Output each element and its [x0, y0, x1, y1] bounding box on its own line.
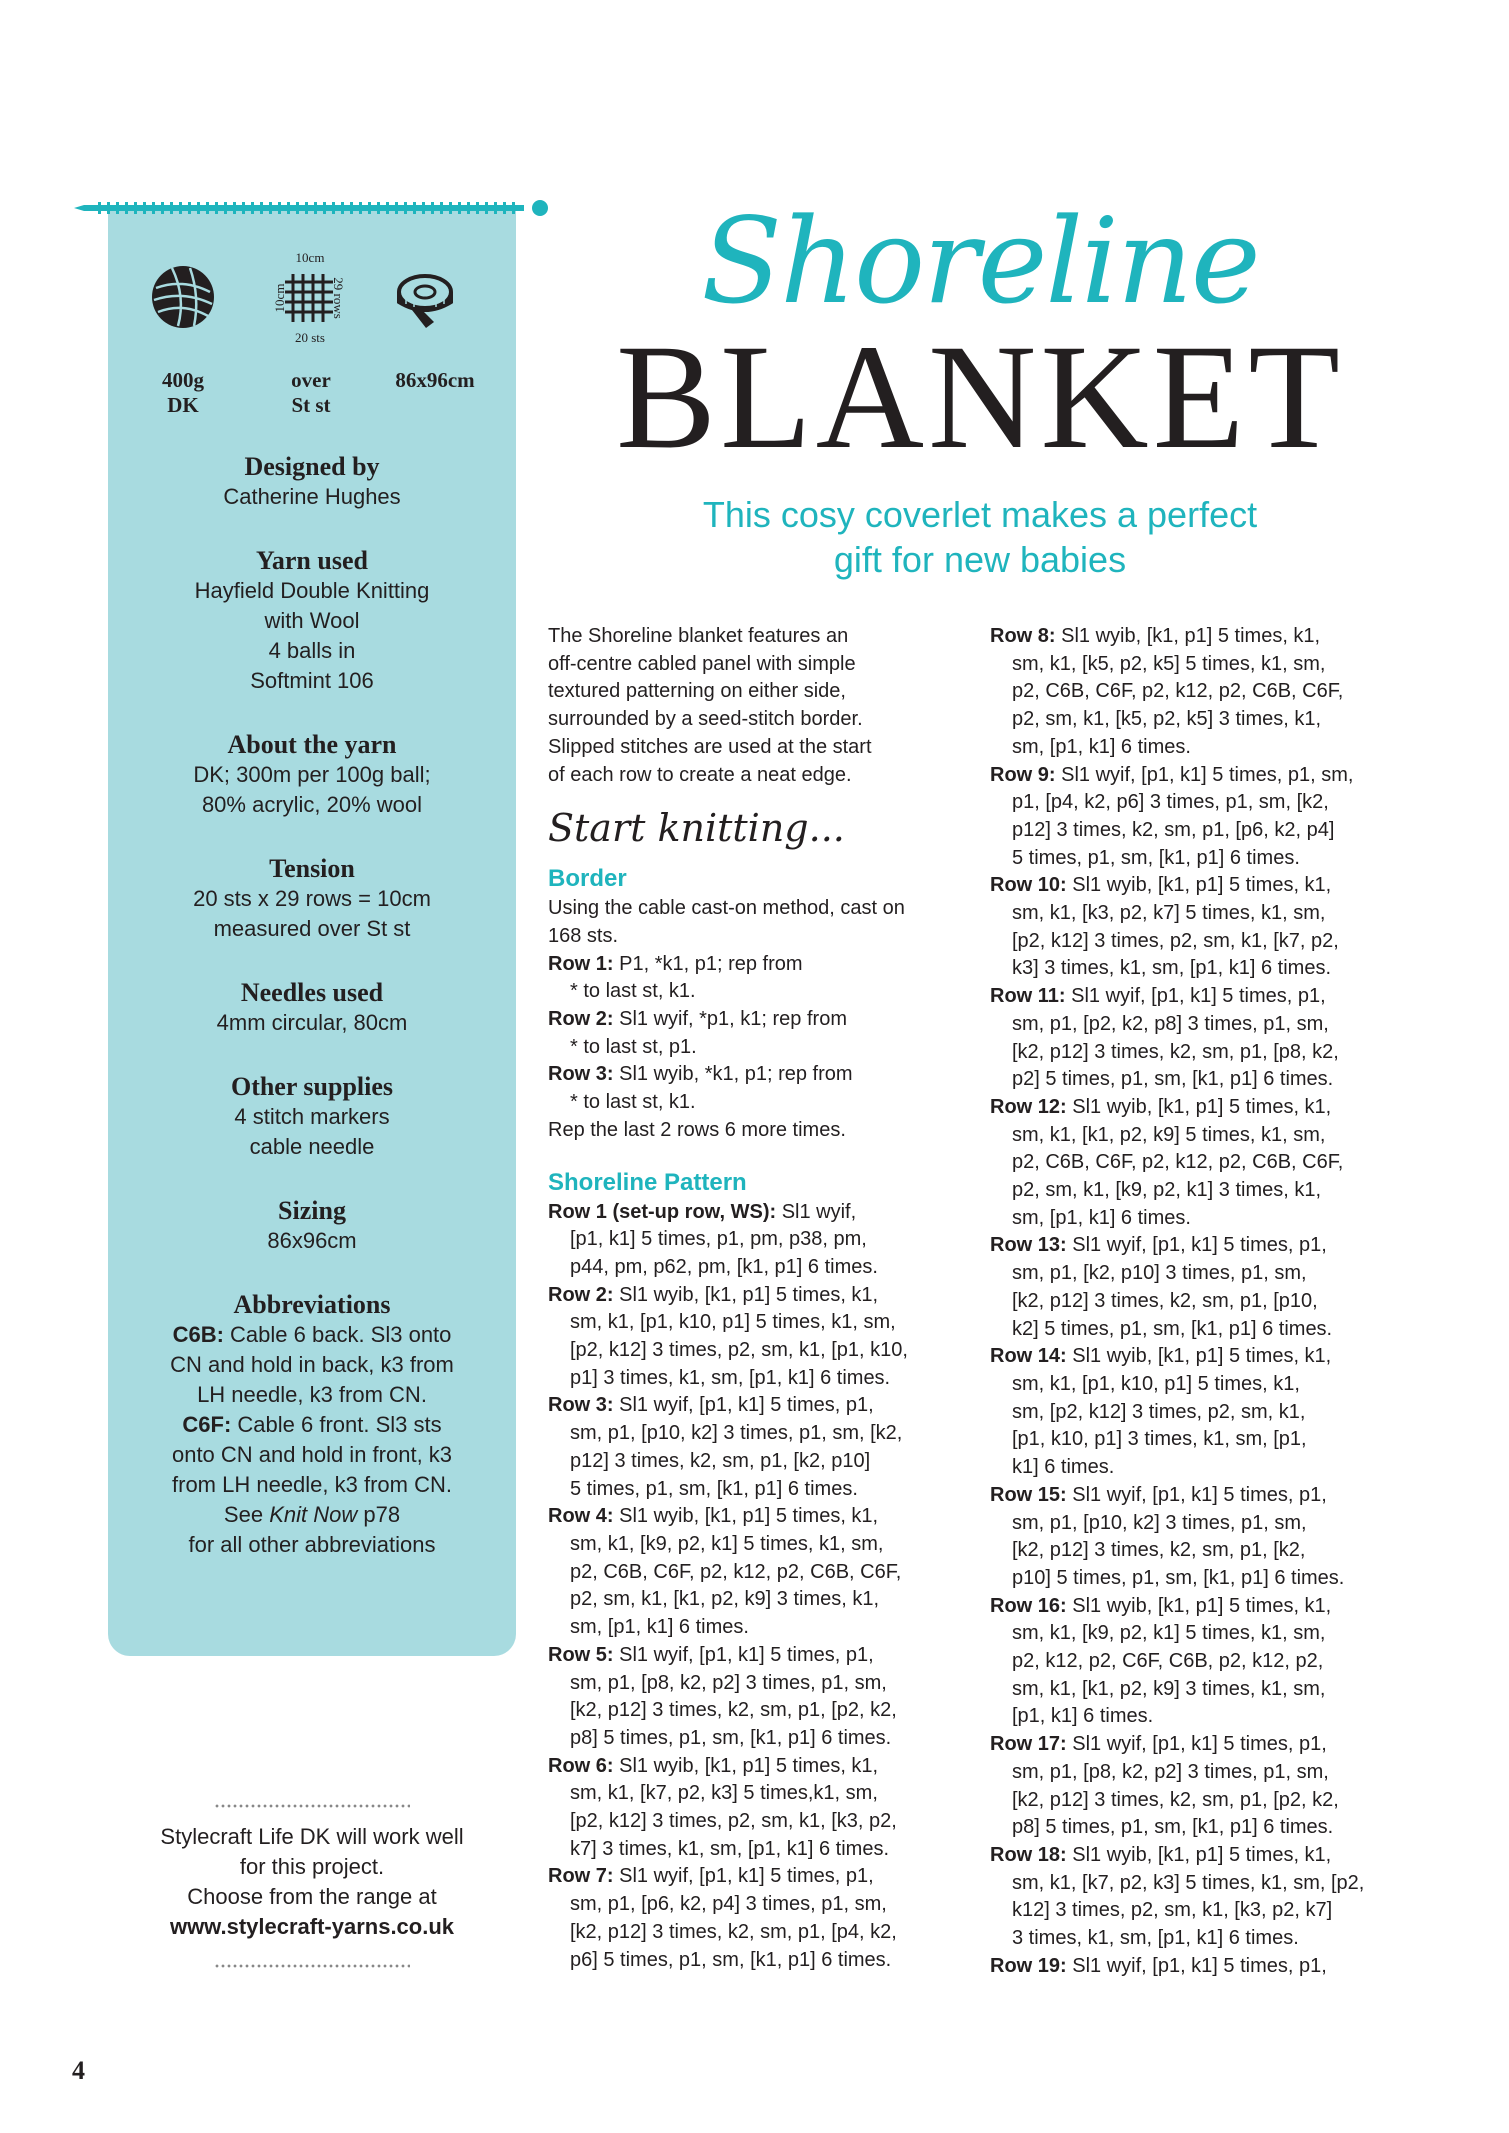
border-heading: Border [548, 865, 627, 893]
pattern-row: Row 8: Sl1 wyib, [k1, p1] 5 times, k1, sm, k1, [k5, p2, k5] 5 times, k1, sm, p2, C6B, C6F, p2, k12, p2, C6B, C6F, p2, sm, k1, [k5, p2, k5] 3 times, k1, sm, [p1, k1] 6 times. [990, 625, 1344, 758]
size-caption: 86x96cm [395, 368, 475, 392]
section-sizing: Sizing 86x96cm [267, 1196, 357, 1253]
section-about-yarn: About the yarn DK; 300m per 100g ball; 80% acrylic, 20% wool [193, 730, 431, 817]
section-other-supplies: Other supplies 4 stitch markers cable needle [230, 1072, 394, 1159]
pattern-row: Row 6: Sl1 wyib, [k1, p1] 5 times, k1, sm, k1, [k7, p2, k3] 5 times,k1, sm, [p2, k12] 3 times, p2, sm, k1, [k3, p2, k7] 3 times, k1, sm, [p1, k1] 6 times. [548, 1754, 897, 1860]
pattern-row: Row 11: Sl1 wyif, [p1, k1] 5 times, p1, sm, p1, [p2, k2, p8] 3 times, p1, sm, [k2, p12] 3 times, k2, sm, p1, [p8, k2, p2] 5 times, p1, sm, [k1, p1] 6 times. [990, 985, 1339, 1091]
pattern-row: Row 17: Sl1 wyif, [p1, k1] 5 times, p1, sm, p1, [p8, k2, p2] 3 times, p1, sm, [k2, p12] 3 times, k2, sm, p1, [p2, k2, p8] 5 times, p1, sm, [k1, p1] 6 times. [990, 1733, 1339, 1839]
stylecraft-link[interactable]: www.stylecraft-yarns.co.uk [169, 1914, 455, 1939]
pattern-rows-col1 [548, 1199, 968, 1975]
yarn-suggestion-note: Stylecraft Life DK will work well for this project. Choose from the range at www.stylecraft-yarns.co.uk [118, 1822, 506, 1942]
sidebar-sections [118, 452, 506, 1594]
tape-measure-icon [392, 270, 458, 330]
pattern-column-1: The Shoreline blanket features an off-centre cabled panel with simple textured patterning on either side, surrounded by a seed-stitch border. Slipped stitches are used at the start of each row to create a neat edge. Start knitting... Border Using the cable cast-on method, cast on 168 sts. Row 1: P1, *k1, p1; rep from * to last st, k1. Row 2: Sl1 wyif, *p1, k1; rep from * to last st, p1. Row 3: Sl1 wyib, *k1, p1; rep from * to last st, k1. Rep the last 2 rows 6 more times. Shoreline Pattern Row 1 (set-up row, WS): Sl1 wyif, [p1, k1] 5 times, p1, pm, p38, pm, p44, pm, p62, pm, [k1, p1] 6 times. Row 2: Sl1 wyib, [k1, p1] 5 times, k1, sm, k1, [p1, k10, p1] 5 times, k1, sm, [p2, k12] 3 times, p2, sm, k1, [p1, k10, p1] 3 times, k1, sm, [p1, k1] 6 times. Row 3: Sl1 wyif, [p1, k1] 5 times, p1, sm, p1, [p10, k2] 3 times, p1, sm, [k2, p12] 3 times, k2, sm, p1, [k2, p10] 5 times, p1, sm, [k1, p1] 6 times. Row 4: Sl1 wyib, [k1, p1] 5 times, k1, sm, k1, [k9, p2, k1] 5 times, k1, sm, p2, C6B, C6F, p2, k12, p2, C6B, C6F, p2, sm, k1, [k1, p2, k9] 3 times, k1, sm, [p1, k1] 6 times. Row 5: Sl1 wyif, [p1, k1] 5 times, p1, sm, p1, [p8, k2, p2] 3 times, p1, sm, [k2, p12] 3 times, k2, sm, p1, [p2, k2, p8] 5 times, p1, sm, [k1, p1] 6 times. Row 6: Sl1 wyib, [k1, p1] 5 times, k1, sm, k1, [k7, p2, k3] 5 times,k1, sm, [p2, k12] 3 times, p2, sm, k1, [k3, p2, k7] 3 times, k1, sm, [p1, k1] 6 times. Row 7: Sl1 wyif, [p1, k1] 5 times, p1, sm, p1, [p6, k2, p4] 3 times, p1, sm, [k2, p12] 3 times, k2, sm, p1, [p4, k2, p6] 5 times, p1, sm, [k1, p1] 6 times. [548, 623, 968, 1974]
pattern-rows-col2 [990, 623, 1410, 1980]
subtitle: This cosy coverlet makes a perfect gift for new babies [702, 494, 1258, 580]
pattern-row: Row 9: Sl1 wyif, [p1, k1] 5 times, p1, sm, p1, [p4, k2, p6] 3 times, p1, sm, [k2, p12] 3 times, k2, sm, p1, [p6, k2, p4] 5 times, p1, sm, [k1, p1] 6 times. [990, 763, 1354, 869]
pattern-row: Row 1 (set-up row, WS): Sl1 wyif, [p1, k1] 5 times, p1, pm, p38, pm, p44, pm, p62, pm, [k1, p1] 6 times. [548, 1200, 878, 1278]
pattern-row: Row 13: Sl1 wyif, [p1, k1] 5 times, p1, sm, p1, [k2, p10] 3 times, p1, sm, [k2, p12] 3 times, k2, sm, p1, [p10, k2] 5 times, p1, sm, [k1, p1] 6 times. [990, 1234, 1333, 1340]
pattern-row: Row 2: Sl1 wyib, [k1, p1] 5 times, k1, sm, k1, [p1, k10, p1] 5 times, k1, sm, [p2, k12] 3 times, p2, sm, k1, [p1, k10, p1] 3 times, k1, sm, [p1, k1] 6 times. [548, 1283, 908, 1389]
pattern-row: Row 14: Sl1 wyib, [k1, p1] 5 times, k1, sm, k1, [p1, k10, p1] 5 times, k1, sm, [p2, k12] 3 times, p2, sm, k1, [p1, k10, p1] 3 times, k1, sm, [p1, k1] 6 times. [990, 1345, 1332, 1479]
dotted-divider [214, 1804, 410, 1808]
script-title: Shoreline [701, 192, 1259, 330]
pattern-column-2 [990, 623, 1410, 1980]
page-number: 4 [72, 2056, 85, 2085]
pattern-row: Row 1: P1, *k1, p1; rep from * to last st, k1. [548, 952, 803, 1003]
pattern-row: Row 7: Sl1 wyif, [p1, k1] 5 times, p1, sm, p1, [p6, k2, p4] 3 times, p1, sm, [k2, p12] 3 times, k2, sm, p1, [p4, k2, p6] 5 times, p1, sm, [k1, p1] 6 times. [548, 1865, 897, 1971]
pattern-row: Row 15: Sl1 wyif, [p1, k1] 5 times, p1, sm, p1, [p10, k2] 3 times, p1, sm, [k2, p12] 3 times, k2, sm, p1, [k2, p10] 5 times, p1, sm, [k1, p1] 6 times. [990, 1483, 1345, 1589]
pattern-row: Row 3: Sl1 wyib, *k1, p1; rep from * to last st, k1. [548, 1063, 853, 1114]
pattern-row: Row 3: Sl1 wyif, [p1, k1] 5 times, p1, sm, p1, [p10, k2] 3 times, p1, sm, [k2, p12] 3 times, k2, sm, p1, [k2, p10] 5 times, p1, sm, [k1, p1] 6 times. [548, 1394, 903, 1500]
pattern-row: Row 4: Sl1 wyib, [k1, p1] 5 times, k1, sm, k1, [k9, p2, k1] 5 times, k1, sm, p2, C6B, C6F, p2, k12, p2, C6B, C6F, p2, sm, k1, [k1, p2, k9] 3 times, k1, sm, [p1, k1] 6 times. [548, 1505, 902, 1639]
tension-grid-icon [281, 270, 337, 326]
section-abbreviations: Abbreviations C6B: Cable 6 back. Sl3 onto CN and hold in back, k3 from LH needle, k3 from CN. C6F: Cable 6 front. Sl3 sts onto CN and hold in front, k3 from LH needle, k3 from CN. See Knit Now p78 for all other abbreviations [170, 1290, 454, 1557]
tension-right-label: 29 rows [331, 277, 346, 319]
intro-paragraph: The Shoreline blanket features an off-centre cabled panel with simple textured patterning on either side, surrounded by a seed-stitch border. Slipped stitches are used at the start of each row to create a neat edge. [548, 625, 872, 786]
tension-left-label: 10cm [272, 283, 287, 313]
knitting-needle-icon [74, 200, 554, 216]
pattern-row: Row 16: Sl1 wyib, [k1, p1] 5 times, k1, sm, k1, [k9, p2, k1] 5 times, k1, sm, p2, k12, p2, C6F, C6B, p2, k12, p2, sm, k1, [k1, p2, k9] 3 times, k1, sm, [p1, k1] 6 times. [990, 1594, 1332, 1728]
pattern-row: Row 12: Sl1 wyib, [k1, p1] 5 times, k1, sm, k1, [k1, p2, k9] 5 times, k1, sm, p2, C6B, C6F, p2, k12, p2, C6B, C6F, p2, sm, k1, [k9, p2, k1] 3 times, k1, sm, [p1, k1] 6 times. [990, 1095, 1344, 1229]
page-title: BLANKET [616, 314, 1344, 480]
yarn-weight-caption: 400g DK [162, 368, 204, 417]
section-yarn-used: Yarn used Hayfield Double Knitting with Wool 4 balls in Softmint 106 [194, 546, 430, 693]
tension-caption: over St st [291, 368, 331, 417]
pattern-row: Row 5: Sl1 wyif, [p1, k1] 5 times, p1, sm, p1, [p8, k2, p2] 3 times, p1, sm, [k2, p12] 3 times, k2, sm, p1, [p2, k2, p8] 5 times, p1, sm, [k1, p1] 6 times. [548, 1643, 897, 1749]
section-designed-by: Designed by Catherine Hughes [223, 452, 401, 509]
pattern-row: Row 18: Sl1 wyib, [k1, p1] 5 times, k1, sm, k1, [k7, p2, k3] 5 times, k1, sm, [p2, k12] 3 times, p2, sm, k1, [k3, p2, k7] 3 times, k1, sm, [p1, k1] 6 times. [990, 1843, 1365, 1950]
tension-bottom-label: 20 sts [295, 330, 325, 345]
pattern-row: Row 2: Sl1 wyif, *p1, k1; rep from * to last st, p1. [548, 1008, 847, 1058]
pattern-row: Row 10: Sl1 wyib, [k1, p1] 5 times, k1, sm, k1, [k3, p2, k7] 5 times, k1, sm, [p2, k12] 3 times, p2, sm, k1, [k7, p2, k3] 3 times, k1, sm, [p1, k1] 6 times. [990, 874, 1339, 980]
spec-icons [108, 250, 516, 420]
section-needles: Needles used 4mm circular, 80cm [216, 978, 408, 1035]
pattern-row: Row 19: Sl1 wyif, [p1, k1] 5 times, p1, [990, 1954, 1327, 1977]
dotted-divider [214, 1964, 410, 1968]
start-knitting-heading: Start knitting... [548, 806, 845, 851]
yarn-ball-icon [150, 264, 216, 330]
border-rows [548, 951, 968, 1117]
pattern-heading: Shoreline Pattern [548, 1168, 747, 1196]
tension-top-label: 10cm [295, 250, 325, 265]
section-tension: Tension 20 sts x 29 rows = 10cm measured over St st [193, 854, 431, 941]
